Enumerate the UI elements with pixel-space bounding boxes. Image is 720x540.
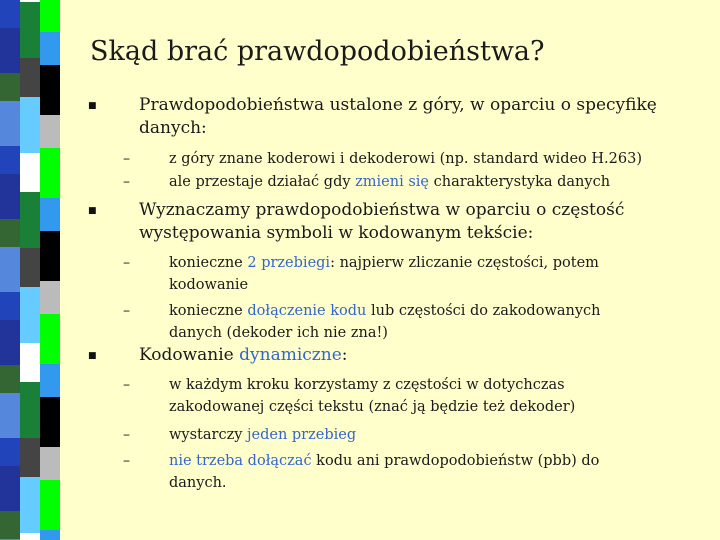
stripe-block <box>0 466 20 511</box>
text-run: kodowanie <box>169 277 249 293</box>
sub-bullet-text-line <box>169 274 689 296</box>
dash-bullet: – <box>123 174 130 190</box>
stripe-block <box>0 146 20 174</box>
slide-title: Skąd brać prawdopodobieństwa? <box>90 36 545 67</box>
text-run: Wyznaczamy prawdopodobieństwa w oparciu o częstość <box>139 200 625 220</box>
stripe-block <box>20 2 40 58</box>
text-run: wystarczy <box>169 427 248 443</box>
text-run: konieczne <box>169 303 248 319</box>
stripe-block <box>20 533 40 540</box>
sub-bullet-text-line <box>169 396 689 418</box>
stripe-block <box>20 192 40 248</box>
stripe-column <box>0 0 20 540</box>
text-run: danych (dekoder ich nie zna!) <box>169 325 388 341</box>
stripe-block <box>0 219 20 247</box>
dash-bullet: – <box>123 453 130 469</box>
text-run: danych. <box>169 475 227 491</box>
stripe-block <box>0 174 20 219</box>
dash-bullet: – <box>123 377 130 393</box>
sub-bullet-text-line <box>169 472 689 494</box>
stripe-block <box>40 480 60 530</box>
square-bullet-icon: ■ <box>88 351 97 361</box>
stripe-block <box>0 73 20 101</box>
text-run: : najpierw zliczanie częstości, potem <box>330 255 599 271</box>
sub-bullet-text-line <box>169 374 689 396</box>
stripe-block <box>40 231 60 281</box>
stripe-block <box>40 397 60 447</box>
highlighted-term: dołączenie kodu <box>247 303 367 319</box>
stripe-block <box>20 438 40 477</box>
stripe-block <box>0 0 20 28</box>
sub-bullet-text-line <box>169 252 689 274</box>
text-run: w każdym kroku korzystamy z częstości w dotychczas <box>169 377 565 393</box>
text-run: charakterystyka danych <box>429 174 611 190</box>
sub-bullet-text-line <box>169 322 689 344</box>
square-bullet-icon: ■ <box>88 101 97 111</box>
stripe-block <box>20 97 40 153</box>
stripe-block <box>20 153 40 192</box>
stripe-block <box>0 292 20 320</box>
text-run: Kodowanie <box>139 345 240 365</box>
dash-bullet: – <box>123 427 130 443</box>
bullet-text-line <box>139 344 699 367</box>
stripe-block <box>40 198 60 231</box>
stripe-block <box>20 58 40 97</box>
text-run: kodu ani prawdopodobieństw (pbb) do <box>311 453 600 469</box>
text-run: : <box>341 345 348 365</box>
text-run: Prawdopodobieństwa ustalone z góry, w oparciu o specyfikę <box>139 95 657 115</box>
highlighted-term: dynamiczne <box>239 345 342 365</box>
stripe-block <box>40 65 60 115</box>
stripe-block <box>20 287 40 343</box>
stripe-block <box>40 364 60 397</box>
sub-bullet-text-line <box>169 450 689 472</box>
bullet-text-line <box>139 94 699 117</box>
highlighted-term: 2 przebiegi <box>247 255 331 271</box>
stripe-block <box>20 248 40 287</box>
stripe-block <box>40 530 60 540</box>
stripe-block <box>40 447 60 480</box>
text-run: ale przestaje działać gdy <box>169 174 356 190</box>
stripe-block <box>20 477 40 533</box>
dash-bullet: – <box>123 303 130 319</box>
decorative-stripe <box>0 0 60 540</box>
text-run: konieczne <box>169 255 248 271</box>
sub-bullet-text-line <box>169 424 689 446</box>
stripe-block <box>0 511 20 539</box>
stripe-block <box>20 382 40 438</box>
text-run: występowania symboli w kodowanym tekście: <box>139 223 534 243</box>
text-run: danych: <box>139 118 207 138</box>
highlighted-term: nie trzeba dołączać <box>169 453 312 469</box>
dash-bullet: – <box>123 151 130 167</box>
square-bullet-icon: ■ <box>88 206 97 216</box>
stripe-block <box>40 0 60 32</box>
stripe-block <box>0 438 20 466</box>
highlighted-term: jeden przebieg <box>247 427 357 443</box>
stripe-block <box>0 365 20 393</box>
stripe-block <box>40 32 60 65</box>
stripe-block <box>0 28 20 73</box>
sub-bullet-text-line <box>169 300 689 322</box>
bullet-text-line <box>139 117 699 140</box>
stripe-block <box>20 343 40 382</box>
text-run: lub częstości do zakodowanych <box>366 303 601 319</box>
stripe-block <box>0 247 20 292</box>
text-run: zakodowanej części tekstu (znać ją będzie też dekoder) <box>169 399 576 415</box>
sub-bullet-text-line <box>169 171 689 193</box>
stripe-column <box>40 0 60 540</box>
stripe-block <box>0 320 20 365</box>
highlighted-term: zmieni się <box>355 174 430 190</box>
stripe-block <box>40 148 60 198</box>
stripe-block <box>40 115 60 148</box>
stripe-block <box>40 281 60 314</box>
stripe-block <box>40 314 60 364</box>
stripe-block <box>0 393 20 438</box>
bullet-text-line <box>139 199 699 222</box>
stripe-block <box>0 101 20 146</box>
bullet-text-line <box>139 222 699 245</box>
text-run: z góry znane koderowi i dekoderowi (np. standard wideo H.263) <box>169 151 642 167</box>
dash-bullet: – <box>123 255 130 271</box>
stripe-column <box>20 0 40 540</box>
sub-bullet-text-line <box>169 148 689 170</box>
